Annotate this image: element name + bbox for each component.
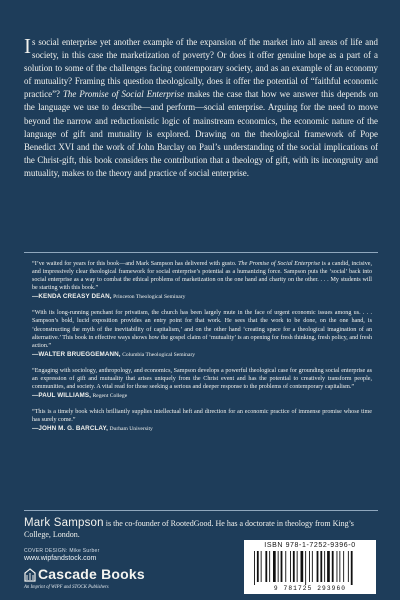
barcode-bars	[252, 551, 368, 585]
endorsement-attribution	[32, 292, 372, 302]
barcode-bar	[278, 551, 279, 582]
divider-bottom	[24, 510, 378, 511]
endorsement-attribution	[32, 424, 372, 434]
barcode-bar	[261, 551, 262, 582]
barcode-bar	[293, 551, 295, 582]
barcode-bar	[348, 551, 349, 582]
endorser-name: —WALTER BRUEGGEMANN,	[32, 350, 121, 358]
barcode-bar	[339, 551, 340, 582]
endorsement-quote: “I’ve waited for years for this book—and Mark Sampson has delivered with gusto. The Promise of Social Enterprise is a candid, incisive, and impressively clear theological framework for social enterprise’s potential as a humanizing force. Sampson puts the ‘social’ back into social enterprise as a way to combat the ethical problems of marketization on the one hand and charity on the other. . . . My students will be starting with this book.”	[32, 261, 372, 292]
barcode-bar	[324, 551, 325, 582]
description-book-title: The Promise of Social Enterprise	[62, 89, 185, 100]
publisher-name: Cascade Books	[38, 566, 145, 582]
endorser-affiliation: Columbia Theological Seminary	[122, 351, 196, 358]
barcode-bar	[320, 551, 322, 582]
isbn-barcode	[244, 540, 376, 594]
barcode-bar	[332, 551, 334, 582]
barcode-bar	[305, 551, 306, 585]
endorser-name: —JOHN M. G. BARCLAY,	[32, 425, 108, 433]
endorsements	[32, 260, 372, 441]
cascade-books-logo-icon	[24, 568, 36, 582]
endorser-name: —KENDA CREASY DEAN,	[32, 293, 112, 301]
barcode-bar	[281, 551, 283, 582]
endorsement-attribution	[32, 350, 372, 360]
endorsement-quote: “With its long-running penchant for privatism, the church has been largely mute in the face of urgent economic issues among us. . . . Sampson’s bold, lucid exposition provides an entry point for that work. He sees that the work to be done, on the one hand, is ‘deconstructing the myth of the inevitability of capitalism,’ and on the other hand ‘creating space for a theological imagination of an alternative.’ This book in effective ways shows how the gospel claim of ‘mutuality’ is an opening for fresh thinking, fresh policy, and fresh action.”	[32, 310, 372, 349]
divider-top	[24, 252, 378, 253]
barcode-digits: 9 781725 293960	[273, 585, 347, 592]
barcode-bar	[351, 551, 353, 585]
barcode-bar	[312, 551, 313, 582]
barcode-bar	[301, 551, 304, 582]
publisher-website: www.wipfandstock.com	[24, 555, 97, 562]
barcode-bar	[327, 551, 330, 582]
isbn-label: ISBN 978-1-7252-9396-0	[264, 542, 356, 549]
endorsement-quote: “Engaging with sociology, anthropology, and economics, Sampson develops a powerful theological case for grounding social enterprise as an expression of gift and mutuality that arises uniquely from the Christ event and has the potential to creatively transform people, communities, and society. A vital read for those seeking a serious and deeper response to the problems of contemporary capitalism.”	[32, 367, 372, 391]
author-bio-text: is the co-founder of RootedGood. He has a doctorate in theology from King’s College, London.	[24, 519, 354, 539]
barcode-bar	[317, 551, 319, 582]
description-text-1: s social enterprise yet another example of the expansion of the market into all areas of life and society, in this case the marketization of poverty? Or does it offer genuine hope as a part of a solution to some of the challenges facing contemporary society, and as an example of an economy of mutuality? Framing this question theologically, does it offer the potential of “faithful economic practice”?	[24, 37, 378, 100]
endorsement	[32, 260, 372, 302]
book-description	[24, 36, 378, 180]
drop-cap: I	[24, 34, 31, 58]
barcode-bar	[254, 551, 255, 585]
author-bio	[24, 518, 378, 540]
barcode-bar	[265, 551, 267, 582]
endorser-affiliation: Durham University	[109, 426, 153, 433]
endorsement	[32, 309, 372, 359]
author-name: Mark Sampson	[24, 517, 104, 529]
barcode-bar	[273, 551, 276, 582]
barcode-bar	[297, 551, 298, 582]
barcode-bar	[343, 551, 344, 582]
endorser-affiliation: Regent College	[92, 393, 128, 400]
publisher-tagline: An Imprint of WIPF and STOCK Publishers	[24, 585, 109, 590]
barcode-bar	[337, 551, 338, 582]
endorsement-attribution	[32, 391, 372, 401]
endorsement	[32, 408, 372, 434]
description-text-2: makes the case that how we answer this depends on the language we use to describe—and perform—social enterprise. Arguing for the need to move beyond the narrow and reductionistic logic of mainstream economics, the economic nature of the language of gift and mutuality is explored. Drawing on the theological framework of Pope Benedict XVI and the work of John Barclay on Paul’s understanding of the social implications of the Christ-gift, this book considers the contribution that a theology of gift, with its incongruity and mutuality, makes to the theory and practice of social enterprise.	[24, 89, 378, 178]
cover-design-credit: COVER DESIGN: Mike Surber	[24, 548, 100, 554]
barcode-bar	[290, 551, 291, 582]
endorser-affiliation: Princeton Theological Seminary	[113, 294, 186, 301]
endorsement-quote: “This is a timely book which brilliantly supplies intellectual heft and direction for an economic practice of immense promise whose time has surely come.”	[32, 409, 372, 424]
endorser-name: —PAUL WILLIAMS,	[32, 392, 91, 400]
barcode-bar	[269, 551, 270, 582]
endorsement	[32, 367, 372, 401]
publisher-logo	[24, 566, 174, 596]
barcode-bar	[285, 551, 286, 582]
barcode-bar	[309, 551, 310, 582]
barcode-bar	[257, 551, 259, 582]
